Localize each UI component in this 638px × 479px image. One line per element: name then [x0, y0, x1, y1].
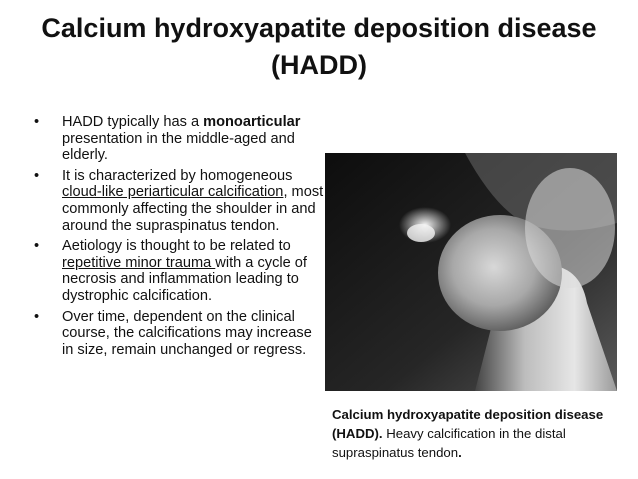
xray-illustration [325, 153, 617, 391]
bullet-marker: • [34, 167, 40, 184]
caption-title: Calcium hydroxyapatite deposition disease (HADD). [332, 407, 604, 441]
image-caption [332, 405, 622, 462]
bullet-3-text-start: Aetiology is thought to be related to [62, 238, 291, 255]
bullet-item-1 [20, 114, 325, 164]
bullet-4-text: Over time, dependent on the clinical course, the calcifications may increase in size, remain unchanged or regress. [62, 308, 312, 358]
bullet-2-text-end: , most commonly affecting the shoulder in and around the supraspinatus tendon. [62, 184, 324, 234]
bullet-1-emphasis: monoarticular [203, 114, 301, 130]
slide-title-line-2: (HADD) [271, 50, 367, 80]
bullet-marker: • [34, 238, 40, 255]
bullet-item-2 [20, 168, 325, 234]
bullet-1-text-end: presentation in the middle-aged and elderly. [62, 130, 295, 164]
bullet-2-text-start: It is characterized by homogeneous [62, 167, 293, 184]
caption-period: . [458, 445, 462, 460]
bullet-item-3 [20, 238, 325, 304]
shoulder-xray-image [325, 153, 617, 391]
slide-title [20, 10, 618, 84]
bullet-marker: • [34, 308, 40, 325]
bullet-marker: • [34, 114, 40, 130]
bullet-3-emphasis: repetitive minor trauma [62, 254, 216, 271]
glenoid-region [525, 168, 615, 288]
bullet-list [20, 114, 325, 362]
bullet-1-text-start: HADD typically has a [62, 114, 204, 130]
slide-title-line-1: Calcium hydroxyapatite deposition disease [41, 13, 597, 43]
caption-description: Heavy calcification in the distal supraspinatus tendon [332, 426, 566, 460]
bullet-item-4 [20, 309, 325, 359]
bullet-3-text-end: with a cycle of necrosis and inflammation leading to dystrophic calcification. [62, 254, 307, 304]
calcification-core [407, 224, 435, 242]
bullet-2-emphasis: cloud-like periarticular calcification [62, 184, 284, 201]
